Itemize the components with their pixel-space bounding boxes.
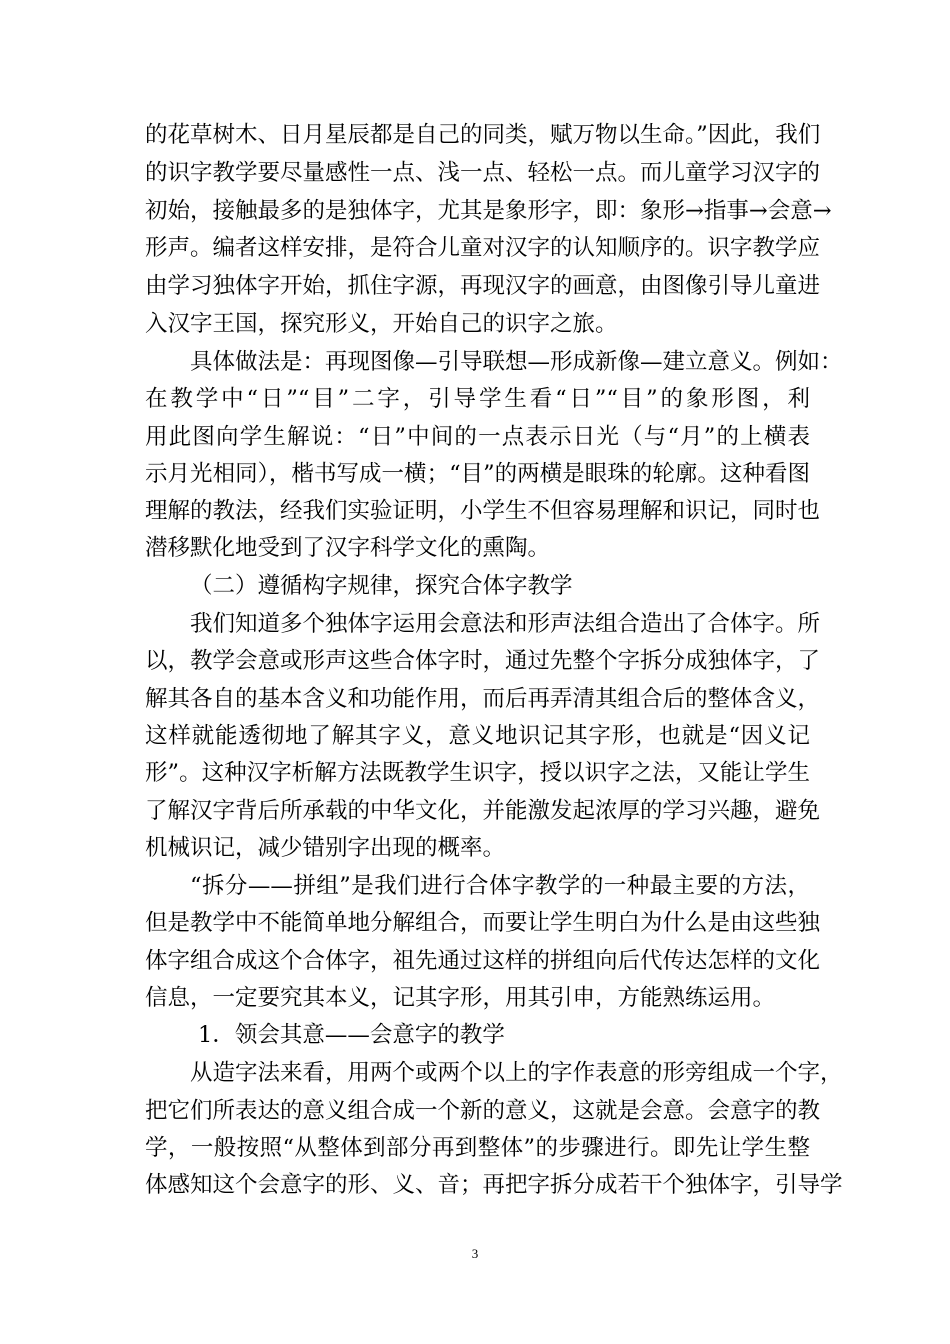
page-number: 3 (471, 1246, 479, 1261)
text-line: 这样就能透彻地了解其字义，意义地识记其字形，也就是“因义记 (145, 723, 810, 749)
text-line: 用此图向学生解说：“日”中间的一点表示日光（与“月”的上横表 (145, 424, 810, 450)
text-line: 理解的教法，经我们实验证明，小学生不但容易理解和识记，同时也 (145, 498, 821, 524)
text-line: 信息，一定要究其本义，记其字形，用其引申，方能熟练运用。 (145, 985, 776, 1011)
text-line: 解其各自的基本含义和功能作用，而后再弄清其组合后的整体含义， (145, 686, 821, 712)
text-line: 初始，接触最多的是独体字，尤其是象形字，即：象形→指事→会意→ (145, 198, 832, 224)
paragraph-first-line: 我们知道多个独体字运用会意法和形声法组合造出了合体字。所 (190, 611, 821, 637)
text-line: 由学习独体字开始，抓住字源，再现汉字的画意，由图像引导儿童进 (145, 273, 821, 299)
text-line: 在教学中“日”“目”二字，引导学生看“日”“目”的象形图，利 (145, 386, 810, 412)
paragraph-first-line: 具体做法是：再现图像—引导联想—形成新像—建立意义。例如： (190, 349, 843, 375)
text-line: 但是教学中不能简单地分解组合，而要让学生明白为什么是由这些独 (145, 910, 821, 936)
text-line: 以，教学会意或形声这些合体字时，通过先整个字拆分成独体字，了 (145, 648, 821, 674)
text-line: 体感知这个会意字的形、义、音；再把字拆分成若干个独体字，引导学 (145, 1172, 843, 1198)
text-line: 形声。编者这样安排，是符合儿童对汉字的认知顺序的。识字教学应 (145, 235, 821, 261)
text-line: 学，一般按照“从整体到部分再到整体”的步骤进行。即先让学生整 (145, 1135, 810, 1161)
text-line: 把它们所表达的意义组合成一个新的意义，这就是会意。会意字的教 (145, 1098, 821, 1124)
section-heading: （二）遵循构字规律，探究合体字教学 (190, 573, 573, 599)
text-line: 机械识记，减少错别字出现的概率。 (145, 835, 506, 861)
text-line: 的花草树木、日月星辰都是自己的同类，赋万物以生命。”因此，我们 (145, 122, 821, 148)
paragraph-first-line: 从造字法来看，用两个或两个以上的字作表意的形旁组成一个字， (190, 1060, 843, 1086)
text-line: 的识字教学要尽量感性一点、浅一点、轻松一点。而儿童学习汉字的 (145, 160, 821, 186)
text-line: 体字组合成这个合体字，祖先通过这样的拼组向后代传达怎样的文化 (145, 948, 821, 974)
text-line: 入汉字王国，探究形义，开始自己的识字之旅。 (145, 311, 618, 337)
text-line: 了解汉字背后所承载的中华文化，并能激发起浓厚的学习兴趣，避免 (145, 798, 821, 824)
text-line: 示月光相同），楷书写成一横；“目”的两横是眼珠的轮廓。这种看图 (145, 461, 810, 487)
subsection-heading: 1．领会其意——会意字的教学 (198, 1022, 505, 1048)
text-line: 潜移默化地受到了汉字科学文化的熏陶。 (145, 535, 551, 561)
paragraph-first-line: “拆分——拼组”是我们进行合体字教学的一种最主要的方法， (190, 873, 810, 899)
text-line: 形”。这种汉字析解方法既教学生识字，授以识字之法，又能让学生 (145, 760, 810, 786)
